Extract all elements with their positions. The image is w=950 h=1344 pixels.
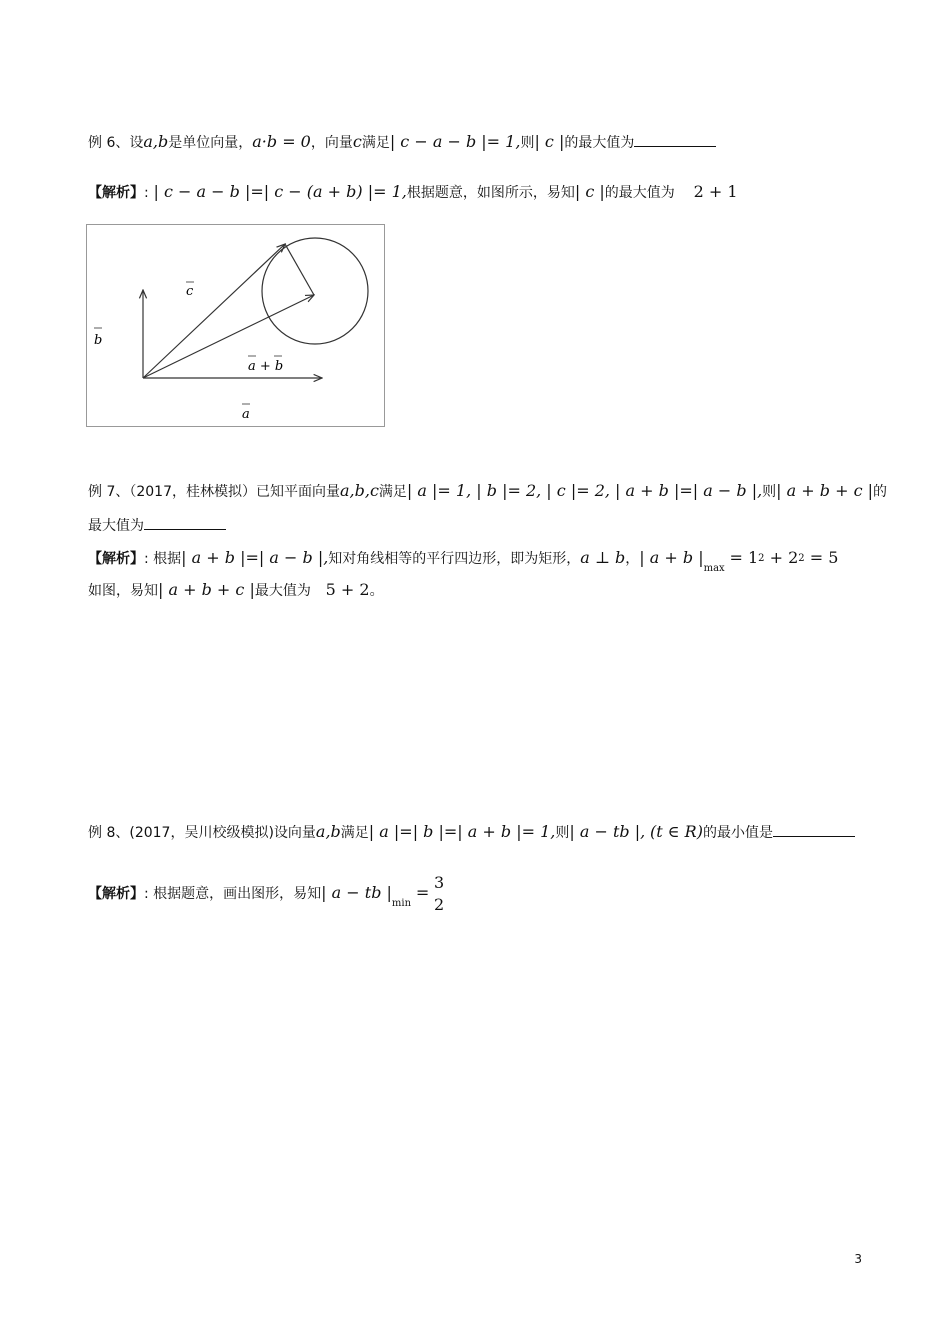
label-c: c	[186, 284, 194, 299]
label-b: b	[94, 333, 103, 348]
ex7-label: 例 7	[88, 484, 116, 500]
ex8-label: 例 8	[88, 825, 116, 841]
ex6-answer: 2 + 1	[693, 182, 738, 201]
ex6-label: 例 6	[88, 135, 116, 151]
answer-blank	[634, 132, 716, 147]
ex8-question: 例 8、(2017，吴川校级模拟)设向量a,b满足| a |=| b |=| a + b |= 1,则| a − tb |, (t ∈ R)的最小值是	[88, 822, 855, 843]
label-a: a	[242, 407, 250, 422]
ex7-answer: 5 + 2	[325, 580, 370, 599]
ex7-solution-cont: 如图，易知| a + b + c |最大值为 5 + 2。	[88, 580, 384, 599]
solution-label: 【解析】	[88, 886, 144, 902]
solution-label: 【解析】	[88, 185, 144, 201]
solution-label: 【解析】	[88, 551, 144, 567]
answer-blank	[773, 822, 855, 837]
page-number: 3	[854, 1252, 862, 1266]
ex6-question: 例 6、设a,b是单位向量，a·b = 0，向量c满足| c − a − b |= 1,则| c |的最大值为	[88, 132, 716, 153]
ex6-solution: 【解析】: | c − a − b |=| c − (a + b) |= 1,根据题意，如图所示，易知| c |的最大值为 2 + 1	[88, 182, 738, 201]
ex8-solution: 【解析】: 根据题意，画出图形，易知| a − tb $|_{min}$ = 3 2	[88, 873, 445, 914]
answer-blank	[144, 515, 226, 530]
ex7-question-cont: 最大值为	[88, 515, 226, 536]
vector-figure	[86, 224, 386, 429]
figure-frame	[87, 225, 385, 427]
ex7-question: 例 7、（2017，桂林模拟）已知平面向量a,b,c满足| a |= 1, | b |= 2, | c |= 2, | a + b |=| a − b |,则| a + b + c |的	[88, 481, 888, 500]
fraction: 3 2	[434, 873, 445, 914]
ex7-solution: 【解析】: 根据| a + b |=| a − b |,知对角线相等的平行四边形，即为矩形，a ⊥ b，| a + b $|_{max} = 12 + 22 = 5$	[88, 548, 839, 574]
label-a-plus-b: a + b	[248, 359, 284, 374]
